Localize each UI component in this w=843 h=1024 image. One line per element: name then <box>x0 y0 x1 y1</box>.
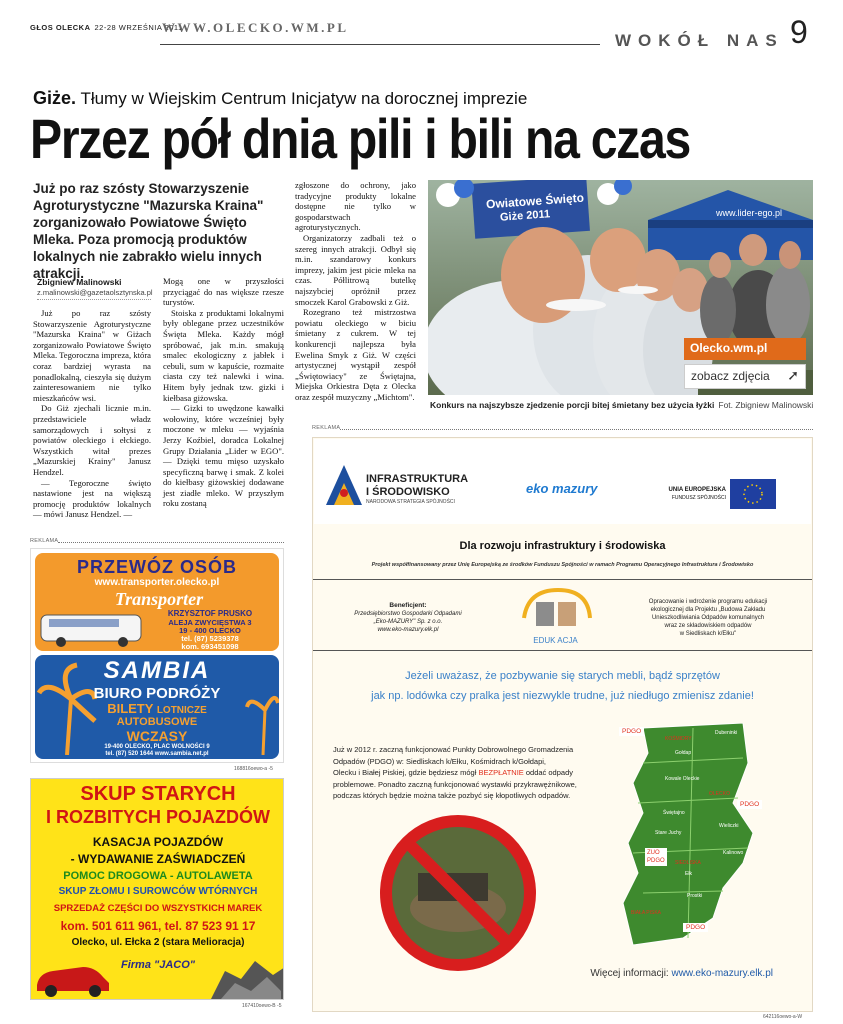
kicker-place: Giże. <box>33 88 77 108</box>
paragraph: Organizatorzy zadbali też o szereg innych atrakcji. Odbył się m.in. szandarowy konkurs imprezy, jakim jest picie mleka na czas. Półlitrową butelkę najszybciej opróżnił przez smoczek Karol Grabowski z Giż. <box>295 232 416 307</box>
section-title: WOKÓŁ NAS <box>615 31 784 50</box>
cursor-icon: ➚ <box>787 367 799 383</box>
benef-1: Przedsiębiorstwo Gospodarki Odpadami <box>354 611 462 617</box>
map-pdgo-label: PDGO <box>619 727 644 736</box>
eko-logo: eko mazury <box>526 481 598 496</box>
photo-tent-url: www.lider-ego.pl <box>716 208 783 218</box>
ad1-code: 168816oewo-a -5 <box>234 766 273 772</box>
map-town: Wieliczki <box>719 823 739 829</box>
ad1-tel1: tel. (87) 5239378 <box>181 634 239 643</box>
photo-banner-text-2: Giże 2011 <box>499 208 551 224</box>
author: Zbigniew Malinowski <box>37 277 122 287</box>
olecko-badge[interactable]: Olecko.wm.pl <box>684 338 806 360</box>
eko-ad-logos <box>314 439 811 524</box>
ad1-addr2: 19 - 400 OLECKO <box>179 626 241 635</box>
ad1-line4: WCZASY <box>126 728 188 744</box>
eko-mazury-ad[interactable] <box>312 437 813 1012</box>
eko-question-1: Jeżeli uważasz, że pozbywanie się starych mebli, bądź sprzętów <box>405 670 720 682</box>
benef-3: www.eko-mazury.elk.pl <box>377 627 439 633</box>
ad1-addr3: 19-400 OLECKO, PLAC WOLNOŚCI 9 <box>104 744 210 750</box>
eko-rule <box>313 579 812 580</box>
eko-question-2: jak np. lodówka czy pralka jest niezwykle trudne, już niedługo zmienisz zdanie! <box>371 690 754 702</box>
transport-ad[interactable] <box>30 548 284 763</box>
see-photos-button[interactable] <box>684 364 806 389</box>
ad1-brand: Transporter <box>114 589 204 609</box>
eko-right-2: ekologicznej dla Projektu „Budowa Zakładu <box>650 607 766 613</box>
eko-body: Już w 2012 r. zaczną funkcjonować Punkty Dobrowolnego Gromadzenia Odpadów (PDGO) w: Siedliskach k/Ełku, Kośmidrach k/Gołdapi, Olecku i Białej Piskiej, gdzie będziesz mógł BEZPŁATNIE oddać odpady problemowe. Ponadto zaczną funkcjonować wystawki przykrawężnikowe, podczas których będzie można także pozbyć się kłopotliwych odpadów. <box>333 745 577 800</box>
eko-more-url[interactable]: www.eko-mazury.elk.pl <box>671 968 773 979</box>
eko-right-4: wraz ze składowiskiem odpadów <box>664 623 752 629</box>
map-town: Świętajno <box>663 810 685 816</box>
eu-flag-icon <box>730 479 776 509</box>
eko-rule <box>313 650 812 651</box>
eko-more-info: Więcej informacji: www.eko-mazury.elk.pl <box>590 968 773 979</box>
masthead-date: 22-28 WRZEŚNIA 2011 <box>94 23 183 32</box>
eko-headline: Dla rozwoju infrastruktury i środowiska <box>459 540 666 552</box>
infra-title-3: NARODOWA STRATEGIA SPÓJNOŚCI <box>366 499 455 505</box>
photo-banner-text: Owiatowe Święto <box>485 190 585 212</box>
ad2-l7: SPRZEDAŻ CZĘŚCI DO WSZYSTKICH MAREK <box>53 903 263 914</box>
photo-caption: Konkurs na najszybsze zjedzenie porcji bitej śmietany bez użycia łyżki Fot. Zbigniew Malinowski <box>430 400 814 410</box>
ad1-tel3: tel. (87) 520 1644 www.sambia.net.pl <box>105 751 209 757</box>
ad-label: REKLAMA <box>312 425 341 431</box>
masthead-url[interactable]: WWW.OLECKO.WM.PL <box>162 20 349 35</box>
ad1-line1: BIURO PODRÓŻY <box>93 685 221 702</box>
map-town: SIEDLISKA <box>675 860 701 866</box>
benef-2: „Eko-MAZURY" Sp. z o.o. <box>373 619 443 625</box>
eko-right-3: Unieszkodliwiania Odpadów komunalnych <box>651 615 765 621</box>
see-photos-label: zobacz zdjęcia <box>691 369 770 383</box>
headline: Przez pół dnia pili i bili na czas <box>30 107 690 170</box>
no-dumping-icon <box>378 813 538 973</box>
paragraph: Do Giż zjechali licznie m.in. przedstawiciele władz samorządowych i sołtysi z powiatów oleckiego i ełckiego. Wszystkich witał prezes „Mazurskiej Krainy" Janusz Hendzel. <box>33 403 151 477</box>
benef-title: Beneficjent: <box>389 602 427 609</box>
ue-subtitle: FUNDUSZ SPÓJNOŚCI <box>671 495 726 501</box>
photo-credit: Fot. Zbigniew Malinowski <box>718 400 814 410</box>
ad1-tel2: kom. 693451098 <box>181 642 239 651</box>
page-number: 9 <box>790 14 808 50</box>
map-town: KOŚMIDRY <box>665 736 692 742</box>
recycling-bins-icon <box>518 588 593 643</box>
masthead-paper: GŁOS OLECKA 22-28 WRZEŚNIA 2011 <box>30 23 183 32</box>
paragraph: — Gizki to uwędzone kawałki wołowiny, które wcześniej były moczone w mleku — wyjaśnia Jerzy Koźbiel, doradca Lokalnej Grupy Działania „Lider w EGO". — Dzięki temu mięso uzyskało specyficzną barwę i smak. Z kolei do kiełbasy giżowskiej dodawane jest ziadłe mleko. W przyszłym roku zostaną <box>163 403 284 509</box>
ad1-title: PRZEWÓZ OSÓB <box>77 557 237 577</box>
ad2-l1: SKUP STARYCH <box>80 783 236 805</box>
ad1-line3: AUTOBUSOWE <box>116 716 198 728</box>
lead: Już po raz szósty Stowarzyszenie Agroturystyczne "Mazurska Kraina" zorganizowało Powiatowe Święto Mleka. Poza promocją produktów lokalnych nie zabrakło wielu innych atrakcji. <box>33 181 264 281</box>
ad1-line2: BILETY LOTNICZE <box>107 701 207 716</box>
map-town: Ełk <box>685 871 692 877</box>
map-zuo-label: ZUO PDGO <box>647 850 665 864</box>
ad2-l9: Olecko, ul. Ełcka 2 (stara Melioracja) <box>71 937 245 948</box>
article-column-1 <box>33 308 151 520</box>
map-pdgo-label: PDGO <box>737 800 762 809</box>
infra-title-2: I ŚRODOWISKO <box>366 486 450 498</box>
ad2-l8: kom. 501 611 961, tel. 87 523 91 17 <box>60 919 256 933</box>
transport-ad-top <box>35 553 279 651</box>
paragraph: Mogą one w przyszłości przyciągać do nas większe rzesze turystów. <box>163 276 284 308</box>
map-town: Kalinowo <box>723 850 744 856</box>
article-photo[interactable] <box>428 180 813 395</box>
paragraph: zgłoszone do ochrony, jako tradycyjne produkty lokalne dostępne nie tylko w gospodarstwach agroturystycznych. <box>295 180 416 233</box>
ad2-l6: SKUP ZŁOMU I SUROWCÓW WTÓRNYCH <box>58 886 258 897</box>
eko-right-5: w Siedliskach k/Ełku" <box>679 631 737 637</box>
ad2-l4: - WYDAWANIE ZAŚWIADCZEŃ <box>70 852 246 866</box>
ad2-firm: Firma "JACO" <box>120 959 195 971</box>
ad2-l5: POMOC DROGOWA - AUTOLAWETA <box>63 870 253 882</box>
ad3-code: 642116oewo-a-W <box>763 1014 803 1020</box>
article-column-3 <box>295 180 416 402</box>
ad1-url: www.transporter.olecko.pl <box>94 577 220 588</box>
paragraph: Rozegrano też mistrzostwa powiatu oleckiego w biciu śmietany z cukrem. W tej konkurencji najlepsza była Ewelina Smyk z Giż. W części artystycznej wystąpił zespół „Świętowiacy" ze Świętajna, Miejska Orkiestra Dęta z Olecka oraz zespół muzyczny „Michtom". <box>295 307 416 402</box>
map-town: Prostki <box>687 893 703 899</box>
ad1-brand2: SAMBIA <box>103 657 211 684</box>
author-email[interactable]: z.malinowski@gazetaolsztynska.pl <box>37 288 151 300</box>
paragraph: — Tegoroczne święto nastawione jest na większą promocję produktów lokalnych — mówi Janusz Hendzel. — <box>33 477 151 520</box>
ad-label: REKLAMA <box>30 538 59 544</box>
bus-icon <box>39 609 149 649</box>
map-town: OLECKO <box>709 791 730 797</box>
ad-divider <box>58 542 284 543</box>
map-town: Gołdap <box>675 750 692 756</box>
scrap-pile-icon <box>211 951 284 999</box>
ad2-l3: KASACJA POJAZDÓW <box>92 835 224 849</box>
map-town: Stare Juchy <box>655 830 682 836</box>
ad2-code: 167410oewo-B -5 <box>242 1003 282 1009</box>
ad2-l2: I ROZBITYCH POJAZDÓW <box>46 807 270 827</box>
infra-title-1: INFRASTRUKTURA <box>366 473 469 485</box>
ad1-name: KRZYSZTOF PRUSKO <box>167 609 253 618</box>
ad1-addr1: ALEJA ZWYCIĘSTWA 3 <box>168 618 252 627</box>
car-scrap-ad[interactable] <box>30 778 284 1000</box>
map-town: BIAŁA PISKA <box>631 910 662 916</box>
paragraph: Już po raz szósty Stowarzyszenie Agroturystyczne "Mazurska Kraina" w Giżach zorganizowało Powiatowe Święto Mleka. Tegoroczna impreza, która coraz bardziej wyrasta na ponadlokalną, cieszyła się dużym zainteresowaniem nie tylko mieszkańców wsi. <box>33 308 151 403</box>
sambia-ad <box>35 655 279 759</box>
eko-right-1: Opracowanie i wdrożenie programu edukacji <box>648 599 768 605</box>
eko-subheadline: Projekt współfinansowany przez Unię Europejską ze środków Funduszu Spójności w ramach Programu Operacyjnego Infrastruktura i Środowisko <box>371 562 754 568</box>
map-pdgo-label: PDGO <box>683 923 708 932</box>
map-town: Dubeninki <box>715 730 738 736</box>
kicker-text: Tłumy w Wiejskim Centrum Inicjatyw na dorocznej imprezie <box>80 89 528 108</box>
masthead-rule <box>160 44 600 45</box>
edukacja-label: EDUK ACJA <box>533 636 578 645</box>
paragraph: Stoiska z produktami lokalnymi były oblegane przez uczestników Święta Mleka. Każdy mógł spróbować, jak m.in. smakują smalec ekologiczny z jabłek i cebuli, sum w kapuście, rozmaite ciasta czy też nalewki i wina. Hitem były jednak tzw. gizki i kiełbasa giżowska. <box>163 307 284 403</box>
article-column-2 <box>163 276 284 509</box>
ad-divider <box>340 429 813 430</box>
ue-title: UNIA EUROPEJSKA <box>668 487 726 493</box>
map-town: Kowale Oleckie <box>665 776 700 782</box>
infrastructure-logo-icon <box>326 465 362 505</box>
